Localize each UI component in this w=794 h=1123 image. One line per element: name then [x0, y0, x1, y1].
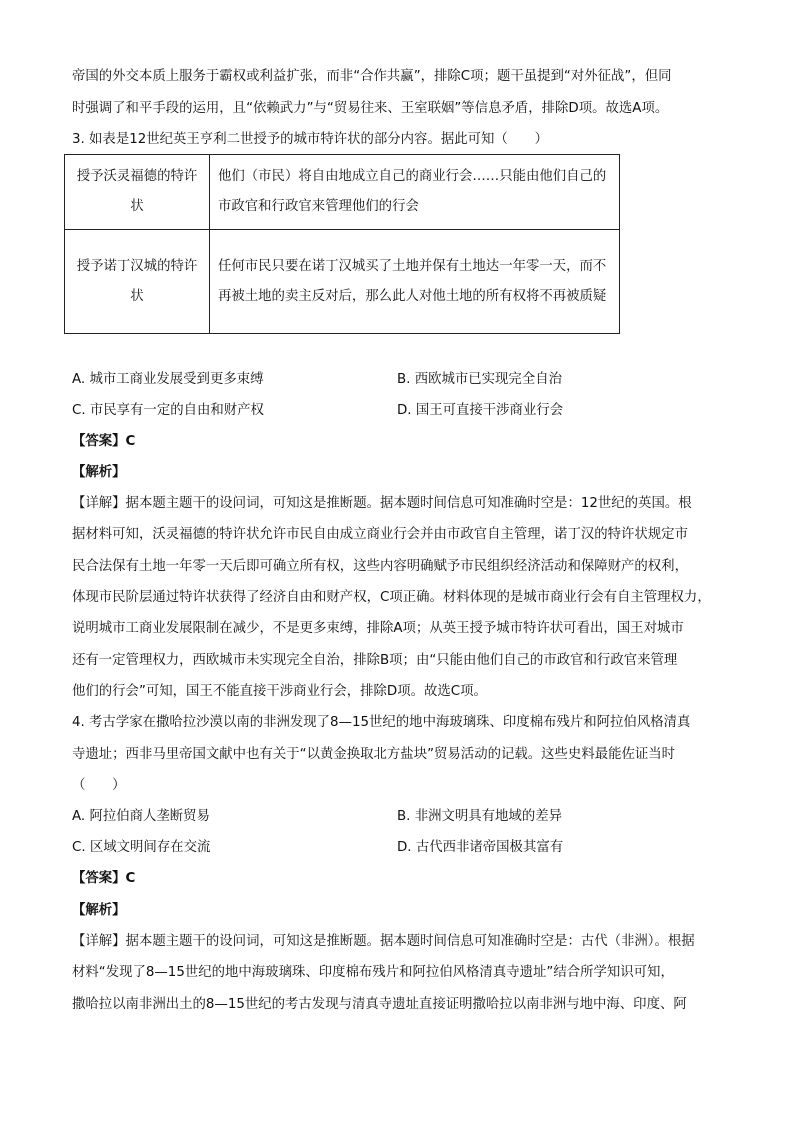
question-4-stem: （ ）: [72, 778, 126, 793]
question-3-stem: 3. 如表是12世纪英王亨利二世授予的城市特许状的部分内容。据此可知（ ）: [72, 132, 548, 147]
option-d: D. 古代西非诸帝国极其富有: [397, 840, 564, 855]
option-c: C. 市民享有一定的自由和财产权: [72, 403, 264, 418]
detail-line: 他们的行会”可知，国王不能直接干涉商业行会，排除D项。故选C项。: [72, 684, 487, 699]
table-cell-content: 任何市民只要在诺丁汉城买了土地并保有土地达一年零一天，而不再被土地的卖主反对后，那么此人对他土地的所有权将不再被质疑: [210, 230, 620, 334]
detail-line: 说明城市工商业发展限制在减少，不是更多束缚，排除A项；从英王授予城市特许状可看出，国王对城市: [72, 621, 684, 636]
table-cell-charter: 授予沃灵福德的特许状: [65, 155, 210, 230]
table-row: [65, 155, 620, 230]
detail-line: 体现市民阶层通过特许状获得了经济自由和财产权，C项正确。材料体现的是城市商业行会有自主管理权力，: [72, 590, 711, 605]
detail-line: 据材料可知，沃灵福德的特许状允许市民自由成立商业行会并由市政官自主管理，诺丁汉的特许状规定市: [72, 527, 688, 542]
detail-line: 【详解】据本题主题干的设问词，可知这是推断题。据本题时间信息可知准确时空是：12世纪的英国。根: [72, 496, 692, 511]
detail-line: 民合法保有土地一年零一天后即可确立所有权，这些内容明确赋予市民组织经济活动和保障财产的权利，: [72, 559, 688, 574]
answer-label: 【答案】C: [72, 871, 136, 886]
intro-line: 帝国的外交本质上服务于霸权或利益扩张，而非“合作共赢”，排除C项；题干虽提到“对外征战”，但同: [72, 69, 672, 84]
question-4-stem: 寺遗址；西非马里帝国文献中也有关于“以黄金换取北方盐块”贸易活动的记载。这些史料最能佐证当时: [72, 747, 676, 762]
detail-line: 材料“发现了8—15世纪的地中海玻璃珠、印度棉布残片和阿拉伯风格清真寺遗址”结合所学知识可知，: [72, 965, 674, 980]
detail-line: 撒哈拉以南非洲出土的8—15世纪的考古发现与清真寺遗址直接证明撒哈拉以南非洲与地中海、印度、阿: [72, 997, 687, 1012]
analysis-label: 【解析】: [72, 465, 126, 480]
option-b: B. 非洲文明具有地域的差异: [397, 809, 562, 824]
option-c: C. 区域文明间存在交流: [72, 840, 211, 855]
intro-line: 时强调了和平手段的运用，且“依赖武力”与“贸易往来、王室联姻”等信息矛盾，排除D项。故选A项。: [72, 101, 669, 116]
table-cell-content: 他们（市民）将自由地成立自己的商业行会……只能由他们自己的市政官和行政官来管理他们的行会: [210, 155, 620, 230]
charter-table: [64, 154, 620, 334]
detail-line: 还有一定管理权力，西欧城市未实现完全自治，排除B项；由“只能由他们自己的市政官和行政官来管理: [72, 653, 678, 668]
option-d: D. 国王可直接干涉商业行会: [397, 403, 564, 418]
option-a: A. 阿拉伯商人垄断贸易: [72, 809, 210, 824]
detail-line: 【详解】据本题主题干的设问词，可知这是推断题。据本题时间信息可知准确时空是：古代（非洲）。根据: [72, 934, 695, 949]
question-4-stem: 4. 考古学家在撒哈拉沙漠以南的非洲发现了8—15世纪的地中海玻璃珠、印度棉布残片和阿拉伯风格清真: [72, 715, 691, 730]
option-a: A. 城市工商业发展受到更多束缚: [72, 372, 264, 387]
table-cell-charter: 授予诺丁汉城的特许状: [65, 230, 210, 334]
answer-label: 【答案】C: [72, 434, 136, 449]
analysis-label: 【解析】: [72, 903, 126, 918]
table-row: [65, 230, 620, 334]
option-b: B. 西欧城市已实现完全自治: [397, 372, 562, 387]
